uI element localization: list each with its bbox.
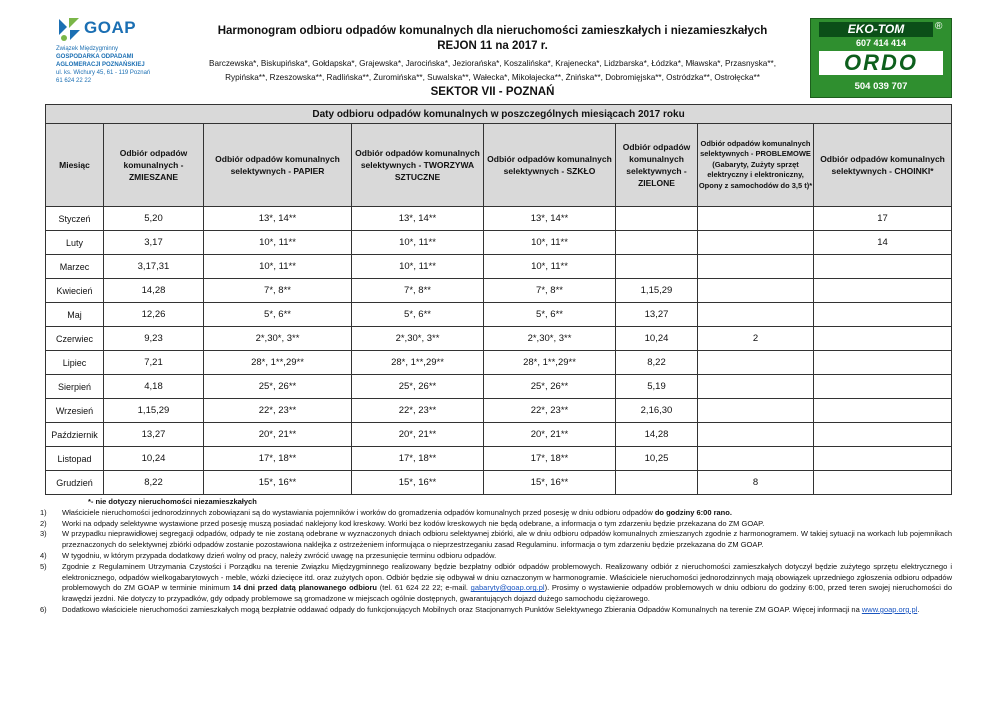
date-cell: 3,17 (104, 231, 204, 255)
note-item (40, 562, 952, 605)
date-cell: 2*,30*, 3** (352, 327, 484, 351)
date-cell (698, 231, 814, 255)
date-cell: 7*, 8** (484, 279, 616, 303)
date-cell (698, 279, 814, 303)
note-text: (tel. 61 624 22 22; e-mail. (377, 583, 471, 593)
date-cell: 5,20 (104, 207, 204, 231)
ordo-phone: 504 039 707 (854, 81, 908, 92)
month-cell: Wrzesień (46, 399, 104, 423)
document-title: Harmonogram odbioru odpadów komunalnych dla nieruchomości zamieszkałych i niezamieszkałych (217, 25, 768, 37)
date-cell (698, 303, 814, 327)
note-text: Zgodnie z Regulaminem Utrzymania Czystości i Porządku na terenie Związku Międzygminnego realizowany będzie bezpłatny odbiór odpadów problemowych. Realizowany odbiór z nieruchomości zamieszkałych dotyczył będzie zużytego sprzętu elektrycznego i elektronicznego, odpadów wielkogabarytowych - meble, wózki dziecięce itd. oraz zużytych opon. Odbiór będzie się odbywał w dniu oznaczonym w harmonogramie. Właściciele nieruchomości jednorodzinnych mają obowiązek uprzedniego zgłoszenia odbioru odpadów problemowych do ZM GOAP w terminie minimum (62, 561, 952, 593)
table-header-row (46, 124, 952, 207)
date-cell (698, 255, 814, 279)
date-cell (814, 399, 952, 423)
table-row (46, 231, 952, 255)
table-row (46, 471, 952, 495)
column-header: Odbiór odpadów komunalnych - ZMIESZANE (104, 124, 204, 207)
table-row (46, 375, 952, 399)
sector-title: SEKTOR VII - POZNAŃ (430, 86, 555, 98)
note-text: Worki na odpady selektywne wystawione przed posesję muszą posiadać naklejony kod kreskowy. Worki bez kodów kreskowych nie będą odebrane, a informacja o tym zdarzeniu będzie przekazana do ZM GOAP. (62, 518, 765, 528)
table-row (46, 351, 952, 375)
date-cell: 10,24 (104, 447, 204, 471)
date-cell: 25*, 26** (204, 375, 352, 399)
document-subtitle: REJON 11 na 2017 r. (437, 40, 548, 52)
goap-logo-line: ul. ks. Wichury 45, 61 - 119 Poznań (56, 70, 151, 76)
date-cell (698, 351, 814, 375)
email-link[interactable]: gabaryty@goap.org.pl (470, 583, 545, 593)
date-cell: 25*, 26** (352, 375, 484, 399)
table-row (46, 279, 952, 303)
goap-logo (54, 14, 194, 96)
date-cell: 10*, 11** (204, 255, 352, 279)
ekotom-ordo-logo (810, 18, 952, 98)
date-cell (814, 327, 952, 351)
date-cell: 14,28 (616, 423, 698, 447)
date-cell: 2 (698, 327, 814, 351)
goap-logo-name: GOAP (84, 18, 137, 37)
date-cell: 28*, 1**,29** (484, 351, 616, 375)
date-cell: 7,21 (104, 351, 204, 375)
column-header: Odbiór odpadów komunalnych selektywnych - PROBLEMOWE (Gabaryty, Zużyty sprzęt elektryczny i elektroniczny, Opony z samochodów do 3,5 t)* (698, 124, 814, 207)
goap-logo-icon (56, 16, 82, 42)
date-cell: 2,16,30 (616, 399, 698, 423)
ekotom-phone: 607 414 414 (855, 38, 907, 48)
schedule-table (45, 104, 952, 495)
date-cell: 13*, 14** (204, 207, 352, 231)
column-header: Odbiór odpadów komunalnych selektywnych - CHOINKI* (814, 124, 952, 207)
date-cell: 10*, 11** (352, 255, 484, 279)
month-cell: Październik (46, 423, 104, 447)
note-item (40, 508, 952, 519)
month-cell: Listopad (46, 447, 104, 471)
date-cell: 17*, 18** (484, 447, 616, 471)
month-cell: Luty (46, 231, 104, 255)
table-row (46, 447, 952, 471)
date-cell: 13*, 14** (352, 207, 484, 231)
note-text: Właściciele nieruchomości jednorodzinnych zobowiązani są do wystawiania pojemników i worków do gromadzenia odpadów komunalnych przed posesję w dniu odbioru odpadów (62, 507, 655, 517)
column-header: Odbiór odpadów komunalnych selektywnych - SZKŁO (484, 124, 616, 207)
table-row (46, 207, 952, 231)
date-cell: 5,19 (616, 375, 698, 399)
date-cell: 15*, 16** (352, 471, 484, 495)
date-cell (616, 207, 698, 231)
date-cell: 10*, 11** (204, 231, 352, 255)
date-cell: 22*, 23** (204, 399, 352, 423)
date-cell (698, 447, 814, 471)
month-cell: Maj (46, 303, 104, 327)
table-row (46, 399, 952, 423)
date-cell (814, 471, 952, 495)
table-row (46, 255, 952, 279)
column-header: Odbiór odpadów komunalnych selektywnych - PAPIER (204, 124, 352, 207)
ekotom-brand: EKO-TOM (819, 22, 933, 37)
date-cell (814, 447, 952, 471)
month-cell: Kwiecień (46, 279, 104, 303)
date-cell: 17*, 18** (352, 447, 484, 471)
date-cell: 15*, 16** (204, 471, 352, 495)
table-row (46, 303, 952, 327)
date-cell: 9,23 (104, 327, 204, 351)
date-cell: 1,15,29 (104, 399, 204, 423)
goap-logo-line: 61 624 22 22 (56, 78, 92, 84)
date-cell: 22*, 23** (352, 399, 484, 423)
table-row (46, 423, 952, 447)
date-cell: 5*, 6** (352, 303, 484, 327)
date-cell (814, 423, 952, 447)
date-cell: 20*, 21** (352, 423, 484, 447)
streets-line: Rypińska**, Rzeszowska**, Radlińska**, Żuromińska**, Suwalska**, Wałecka*, Mikołajecka**, Żnińska**, Dobromięjska**, Ostródzka**, Ostrołęcka** (225, 73, 760, 82)
date-cell: 8 (698, 471, 814, 495)
date-cell: 8,22 (104, 471, 204, 495)
note-number: 6) (40, 604, 47, 614)
month-cell: Lipiec (46, 351, 104, 375)
note-item (40, 605, 952, 616)
date-cell (698, 423, 814, 447)
date-cell: 1,15,29 (616, 279, 698, 303)
column-header-month: Miesiąc (46, 124, 104, 207)
date-cell: 17*, 18** (204, 447, 352, 471)
date-cell: 13,27 (104, 423, 204, 447)
note-number: 1) (40, 507, 47, 517)
month-cell: Styczeń (46, 207, 104, 231)
date-cell (616, 255, 698, 279)
date-cell: 14 (814, 231, 952, 255)
date-cell: 7*, 8** (352, 279, 484, 303)
streets-line: Barczewska*, Biskupińska*, Gołdapska*, Grajewska*, Jarocińska*, Jeziorańska*, Koszalińska*, Krajenecka*, Lidzbarska*, Łódzka*, Mławska*, Przasnyska**, (208, 59, 776, 68)
note-item (40, 551, 952, 562)
date-cell: 25*, 26** (484, 375, 616, 399)
note-number: 2) (40, 518, 47, 528)
date-cell: 15*, 16** (484, 471, 616, 495)
month-cell: Czerwiec (46, 327, 104, 351)
note-number: 4) (40, 550, 47, 560)
date-cell (616, 231, 698, 255)
date-cell (814, 351, 952, 375)
table-row (46, 327, 952, 351)
note-text: . (917, 604, 920, 614)
note-bold: 14 dni przed datą planowanego odbioru (232, 583, 378, 593)
date-cell: 28*, 1**,29** (204, 351, 352, 375)
date-cell: 5*, 6** (204, 303, 352, 327)
date-cell: 2*,30*, 3** (484, 327, 616, 351)
date-cell: 3,17,31 (104, 255, 204, 279)
date-cell: 8,22 (616, 351, 698, 375)
goap-logo-line: AGLOMERACJI POZNAŃSKIEJ (56, 62, 145, 68)
table-body (46, 207, 952, 495)
note-bold: do godziny 6:00 rano. (654, 507, 732, 517)
note-number: 3) (40, 529, 47, 539)
note-number: 5) (40, 561, 47, 571)
note-star: *- nie dotyczy nieruchomości niezamieszkałych (88, 497, 257, 506)
document-header (190, 24, 795, 98)
date-cell: 10*, 11** (484, 231, 616, 255)
date-cell (814, 279, 952, 303)
date-cell: 20*, 21** (204, 423, 352, 447)
note-item (40, 529, 952, 551)
ordo-brand: ORDO (819, 51, 943, 75)
date-cell: 14,28 (104, 279, 204, 303)
date-cell (698, 375, 814, 399)
date-cell: 10,24 (616, 327, 698, 351)
date-cell (814, 303, 952, 327)
date-cell: 13,27 (616, 303, 698, 327)
column-header: Odbiór odpadów komunalnych selektywnych - TWORZYWA SZTUCZNE (352, 124, 484, 207)
date-cell: 20*, 21** (484, 423, 616, 447)
date-cell: 10,25 (616, 447, 698, 471)
date-cell (698, 207, 814, 231)
date-cell: 12,26 (104, 303, 204, 327)
date-cell: 10*, 11** (484, 255, 616, 279)
notes-section (40, 497, 952, 616)
date-cell: 17 (814, 207, 952, 231)
date-cell (698, 399, 814, 423)
registered-mark: ® (935, 21, 943, 32)
date-cell: 28*, 1**,29** (352, 351, 484, 375)
note-text: Dodatkowo właściciele nieruchomości zamieszkałych mogą bezpłatnie oddawać odpady do funkcjonujących Mobilnych oraz Stacjonarnych Punktów Selektywnego Zbierania Odpadów Komunalnych na terenie ZM GOAP. Więcej informacji na (62, 604, 862, 614)
date-cell: 4,18 (104, 375, 204, 399)
note-text: ). Prosimy o wystawienie odpadów problemowych w dniu odbioru do godziny 6:00, przed teren swojej nieruchomości do krawędzi jezdni. Nie dotyczy to przypadków, gdy odpady problemowe są gromadzone w miejscach ogólnie dostępnych, gwarantujących dojazd dużego samochodu ciężarowego. (62, 583, 952, 604)
date-cell (616, 471, 698, 495)
date-cell: 10*, 11** (352, 231, 484, 255)
table-caption: Daty odbioru odpadów komunalnych w poszczególnych miesiącach 2017 roku (46, 105, 952, 124)
note-text: W przypadku nieprawidłowej segregacji odpadów, odpady te nie zostaną odebrane w wyznaczonych dniach odbioru selektywnej zbiórki, ale w dniu odbioru odpadów komunalnych zmieszanych zgodnie z harmonogramem. W takiej sytuacji na workach lub pojemnikach przeznaczonych do selektywnej zbiórki odpadów zostanie pozostawiona naklejka z ostrzeżeniem informująca o nieprzestrzeganiu zasad Regulaminu. informacja o tym zdarzeniu będzie przekazana do ZM GOAP. (62, 529, 952, 550)
goap-logo-line: GOSPODARKA ODPADAMI (56, 54, 134, 60)
date-cell: 7*, 8** (204, 279, 352, 303)
website-link[interactable]: www.goap.org.pl (861, 604, 918, 614)
date-cell: 5*, 6** (484, 303, 616, 327)
goap-logo-line: Związek Międzygminny (56, 46, 119, 52)
date-cell: 2*,30*, 3** (204, 327, 352, 351)
note-item (40, 519, 952, 530)
date-cell: 13*, 14** (484, 207, 616, 231)
date-cell (814, 255, 952, 279)
date-cell: 22*, 23** (484, 399, 616, 423)
month-cell: Sierpień (46, 375, 104, 399)
month-cell: Grudzień (46, 471, 104, 495)
month-cell: Marzec (46, 255, 104, 279)
streets-list (190, 57, 795, 85)
column-header: Odbiór odpadów komunalnych selektywnych - ZIELONE (616, 124, 698, 207)
note-text: W tygodniu, w którym przypada dodatkowy dzień wolny od pracy, należy zwrócić uwagę na przesunięcie terminu odbioru odpadów. (62, 550, 497, 560)
date-cell (814, 375, 952, 399)
